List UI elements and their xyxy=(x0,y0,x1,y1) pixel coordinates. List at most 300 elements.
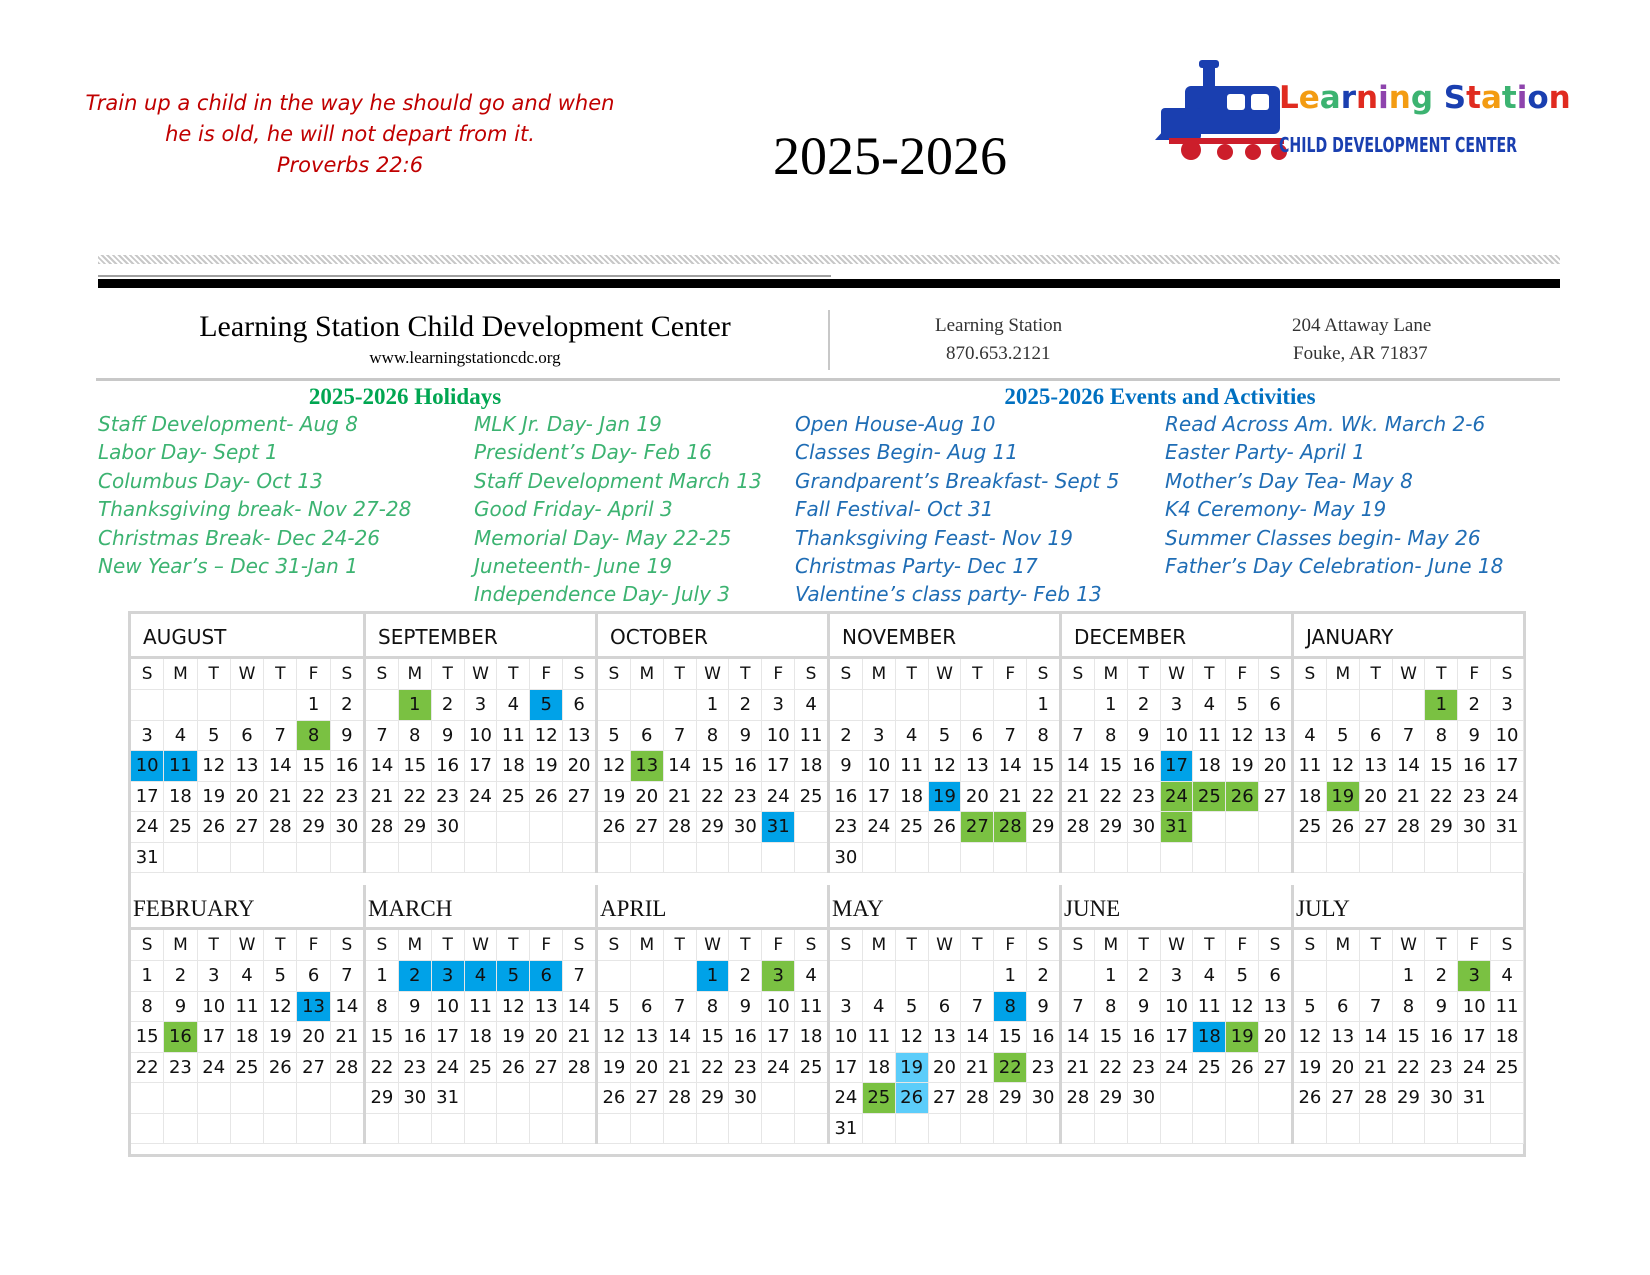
empty-day-cell xyxy=(1027,843,1060,873)
day-cell: 11 xyxy=(795,721,828,752)
day-cell: 31 xyxy=(1491,812,1524,843)
month-name: MARCH xyxy=(366,885,596,930)
day-cell: 24 xyxy=(465,782,498,813)
day-cell: 25 xyxy=(1294,812,1327,843)
holiday-item: Staff Development- Aug 8 xyxy=(98,412,358,436)
day-cell: 22 xyxy=(1095,782,1128,813)
day-cell: 17 xyxy=(762,1022,795,1053)
empty-day-cell xyxy=(1161,1114,1194,1144)
day-cell: 5 xyxy=(929,721,962,752)
empty-day-cell xyxy=(1259,1083,1292,1114)
day-cell: 7 xyxy=(961,992,994,1023)
day-cell: 4 xyxy=(164,721,197,752)
weekday-header: T xyxy=(198,659,231,690)
day-cell: 19 xyxy=(1226,751,1259,782)
day-cell: 24 xyxy=(1458,1053,1491,1084)
day-cell: 11 xyxy=(795,992,828,1023)
empty-day-cell xyxy=(729,1114,762,1144)
empty-day-cell xyxy=(1458,843,1491,873)
day-cell: 29 xyxy=(1027,812,1060,843)
day-cell: 6 xyxy=(1327,992,1360,1023)
weekday-header: T xyxy=(896,930,929,961)
day-cell: 16 xyxy=(729,751,762,782)
day-cell: 13 xyxy=(631,751,664,782)
day-cell: 26 xyxy=(1226,782,1259,813)
weekday-header: F xyxy=(1458,930,1491,961)
empty-day-cell xyxy=(198,1083,231,1114)
day-cell: 28 xyxy=(994,812,1027,843)
day-cell: 21 xyxy=(961,1053,994,1084)
weekday-header: M xyxy=(1095,659,1128,690)
empty-day-cell xyxy=(1294,961,1327,992)
day-cell: 3 xyxy=(1458,961,1491,992)
event-item: Fall Festival- Oct 31 xyxy=(795,497,994,522)
weekday-header: W xyxy=(1161,930,1194,961)
day-cell: 4 xyxy=(1193,690,1226,721)
day-cell: 18 xyxy=(231,1022,264,1053)
day-cell: 7 xyxy=(366,721,399,752)
holiday-item: Christmas Break- Dec 24-26 xyxy=(98,525,381,550)
divider-line xyxy=(98,275,831,277)
day-cell: 21 xyxy=(264,782,297,813)
weekday-header: T xyxy=(1193,659,1226,690)
day-cell: 8 xyxy=(1393,992,1426,1023)
day-cell: 25 xyxy=(863,1083,896,1114)
day-cell: 22 xyxy=(131,1053,164,1084)
day-cell: 6 xyxy=(563,690,596,721)
year-calendar xyxy=(128,611,1526,1157)
empty-day-cell xyxy=(994,690,1027,721)
empty-day-cell xyxy=(664,843,697,873)
empty-day-cell xyxy=(264,690,297,721)
day-cell: 23 xyxy=(830,812,863,843)
month-may xyxy=(827,885,1060,1144)
empty-day-cell xyxy=(131,1114,164,1144)
empty-day-cell xyxy=(1294,843,1327,873)
empty-day-cell xyxy=(631,843,664,873)
month-grid xyxy=(598,659,828,873)
day-cell: 20 xyxy=(631,782,664,813)
day-cell: 25 xyxy=(1491,1053,1524,1084)
website-link[interactable]: www.learningstationcdc.org xyxy=(369,348,561,367)
day-cell: 31 xyxy=(131,843,164,873)
day-cell: 26 xyxy=(1327,812,1360,843)
day-cell: 30 xyxy=(1458,812,1491,843)
day-cell: 30 xyxy=(830,843,863,873)
day-cell: 27 xyxy=(1259,782,1292,813)
weekday-header: M xyxy=(1327,659,1360,690)
day-cell: 10 xyxy=(198,992,231,1023)
month-september xyxy=(363,614,596,873)
empty-day-cell xyxy=(1062,690,1095,721)
day-cell: 18 xyxy=(1193,751,1226,782)
weekday-header: S xyxy=(131,930,164,961)
day-cell: 16 xyxy=(164,1022,197,1053)
month-january xyxy=(1291,614,1524,873)
day-cell: 20 xyxy=(1360,782,1393,813)
day-cell: 11 xyxy=(1193,721,1226,752)
empty-day-cell xyxy=(530,1083,563,1114)
weekday-header: S xyxy=(1259,659,1292,690)
logo-title: Learning Station xyxy=(1279,80,1571,116)
day-cell: 21 xyxy=(664,782,697,813)
weekday-header: T xyxy=(961,930,994,961)
empty-day-cell xyxy=(1226,1114,1259,1144)
empty-day-cell xyxy=(131,1083,164,1114)
weekday-header: W xyxy=(1393,930,1426,961)
day-cell: 16 xyxy=(1027,1022,1060,1053)
weekday-header: S xyxy=(1491,659,1524,690)
day-cell: 5 xyxy=(530,690,563,721)
day-cell: 9 xyxy=(830,751,863,782)
empty-day-cell xyxy=(465,812,498,843)
contact-name: Learning Station xyxy=(935,315,1063,336)
day-cell: 1 xyxy=(1095,690,1128,721)
empty-day-cell xyxy=(697,1114,730,1144)
day-cell: 10 xyxy=(762,721,795,752)
day-cell: 20 xyxy=(1327,1053,1360,1084)
empty-day-cell xyxy=(929,690,962,721)
weekday-header: S xyxy=(598,930,631,961)
day-cell: 23 xyxy=(729,1053,762,1084)
day-cell: 27 xyxy=(530,1053,563,1084)
empty-day-cell xyxy=(530,812,563,843)
month-name: NOVEMBER xyxy=(830,614,1060,659)
weekday-header: T xyxy=(729,930,762,961)
weekday-header: T xyxy=(896,659,929,690)
month-name: JULY xyxy=(1294,885,1524,930)
empty-day-cell xyxy=(1095,843,1128,873)
day-cell: 3 xyxy=(198,961,231,992)
day-cell: 1 xyxy=(366,961,399,992)
empty-day-cell xyxy=(497,1114,530,1144)
day-cell: 4 xyxy=(1491,961,1524,992)
day-cell: 23 xyxy=(399,1053,432,1084)
weekday-header: W xyxy=(929,930,962,961)
day-cell: 6 xyxy=(631,992,664,1023)
day-cell: 25 xyxy=(164,812,197,843)
weekday-header: F xyxy=(762,659,795,690)
day-cell: 24 xyxy=(1161,782,1194,813)
day-cell: 18 xyxy=(795,1022,828,1053)
day-cell: 21 xyxy=(1360,1053,1393,1084)
empty-day-cell xyxy=(399,1114,432,1144)
empty-day-cell xyxy=(795,1083,828,1114)
weekday-header: T xyxy=(432,930,465,961)
day-cell: 31 xyxy=(1161,812,1194,843)
day-cell: 1 xyxy=(399,690,432,721)
event-item: Summer Classes begin- May 26 xyxy=(1165,525,1481,550)
empty-day-cell xyxy=(366,843,399,873)
day-cell: 13 xyxy=(297,992,330,1023)
weekday-header: S xyxy=(1294,930,1327,961)
day-cell: 29 xyxy=(1393,1083,1426,1114)
weekday-header: T xyxy=(1193,930,1226,961)
day-cell: 22 xyxy=(399,782,432,813)
empty-day-cell xyxy=(631,1114,664,1144)
event-item: Mother’s Day Tea- May 8 xyxy=(1165,468,1413,493)
empty-day-cell xyxy=(1128,843,1161,873)
empty-day-cell xyxy=(994,1114,1027,1144)
day-cell: 1 xyxy=(994,961,1027,992)
day-cell: 28 xyxy=(664,812,697,843)
divider-bar xyxy=(98,279,1560,288)
day-cell: 8 xyxy=(697,721,730,752)
weekday-header: T xyxy=(432,659,465,690)
month-grid xyxy=(1062,659,1292,873)
day-cell: 17 xyxy=(762,751,795,782)
weekday-header: F xyxy=(994,659,1027,690)
month-october xyxy=(595,614,828,873)
day-cell: 5 xyxy=(1226,690,1259,721)
day-cell: 30 xyxy=(1425,1083,1458,1114)
learning-station-logo xyxy=(1155,56,1571,172)
day-cell: 15 xyxy=(697,751,730,782)
day-cell: 5 xyxy=(497,961,530,992)
holidays-list-right xyxy=(474,410,762,609)
empty-day-cell xyxy=(331,1083,364,1114)
day-cell: 14 xyxy=(1393,751,1426,782)
empty-day-cell xyxy=(264,843,297,873)
day-cell: 2 xyxy=(729,690,762,721)
month-name: MAY xyxy=(830,885,1060,930)
day-cell: 21 xyxy=(563,1022,596,1053)
day-cell: 23 xyxy=(1425,1053,1458,1084)
day-cell: 7 xyxy=(1062,721,1095,752)
day-cell: 13 xyxy=(1259,992,1292,1023)
empty-day-cell xyxy=(1491,1083,1524,1114)
day-cell: 15 xyxy=(1393,1022,1426,1053)
day-cell: 1 xyxy=(1095,961,1128,992)
day-cell: 4 xyxy=(863,992,896,1023)
day-cell: 19 xyxy=(198,782,231,813)
weekday-header: T xyxy=(497,930,530,961)
event-item: Open House-Aug 10 xyxy=(795,412,996,436)
day-cell: 26 xyxy=(264,1053,297,1084)
weekday-header: T xyxy=(961,659,994,690)
weekday-header: T xyxy=(1360,930,1393,961)
empty-day-cell xyxy=(1193,1083,1226,1114)
day-cell: 13 xyxy=(631,1022,664,1053)
empty-day-cell xyxy=(1128,1114,1161,1144)
day-cell: 8 xyxy=(1095,721,1128,752)
day-cell: 25 xyxy=(795,1053,828,1084)
day-cell: 13 xyxy=(231,751,264,782)
day-cell: 12 xyxy=(530,721,563,752)
empty-day-cell xyxy=(231,843,264,873)
day-cell: 8 xyxy=(1095,992,1128,1023)
day-cell: 13 xyxy=(929,1022,962,1053)
address-city: Fouke, AR 71837 xyxy=(1293,343,1428,364)
day-cell: 16 xyxy=(432,751,465,782)
day-cell: 30 xyxy=(1128,1083,1161,1114)
day-cell: 4 xyxy=(795,690,828,721)
empty-day-cell xyxy=(1161,1083,1194,1114)
day-cell: 27 xyxy=(929,1083,962,1114)
empty-day-cell xyxy=(1027,1114,1060,1144)
event-item: Read Across Am. Wk. March 2-6 xyxy=(1165,412,1486,436)
day-cell: 14 xyxy=(1062,751,1095,782)
day-cell: 24 xyxy=(1491,782,1524,813)
vertical-divider xyxy=(828,310,830,370)
weekday-header: S xyxy=(1062,930,1095,961)
weekday-header: T xyxy=(497,659,530,690)
day-cell: 9 xyxy=(1425,992,1458,1023)
day-cell: 14 xyxy=(961,1022,994,1053)
empty-day-cell xyxy=(1062,1114,1095,1144)
empty-day-cell xyxy=(762,1114,795,1144)
event-item: Christmas Party- Dec 17 xyxy=(795,554,1038,579)
decorative-divider xyxy=(98,255,1560,264)
day-cell: 14 xyxy=(366,751,399,782)
day-cell: 13 xyxy=(961,751,994,782)
school-year-title: 2025-2026 xyxy=(773,126,1007,186)
event-item: Easter Party- April 1 xyxy=(1165,440,1365,465)
holiday-item: Juneteenth- June 19 xyxy=(474,554,673,579)
day-cell: 29 xyxy=(399,812,432,843)
weekday-header: F xyxy=(297,659,330,690)
empty-day-cell xyxy=(366,1114,399,1144)
weekday-header: W xyxy=(231,659,264,690)
empty-day-cell xyxy=(631,690,664,721)
empty-day-cell xyxy=(164,1114,197,1144)
day-cell: 26 xyxy=(530,782,563,813)
day-cell: 16 xyxy=(1128,1022,1161,1053)
day-cell: 4 xyxy=(795,961,828,992)
day-cell: 10 xyxy=(1491,721,1524,752)
empty-day-cell xyxy=(131,690,164,721)
empty-day-cell xyxy=(896,843,929,873)
weekday-header: S xyxy=(1027,659,1060,690)
day-cell: 2 xyxy=(164,961,197,992)
train-icon xyxy=(1155,56,1571,172)
day-cell: 17 xyxy=(432,1022,465,1053)
day-cell: 4 xyxy=(896,721,929,752)
day-cell: 23 xyxy=(729,782,762,813)
day-cell: 19 xyxy=(598,1053,631,1084)
day-cell: 17 xyxy=(1161,751,1194,782)
day-cell: 21 xyxy=(1062,782,1095,813)
empty-day-cell xyxy=(1425,1114,1458,1144)
month-june xyxy=(1059,885,1292,1144)
day-cell: 23 xyxy=(1027,1053,1060,1084)
day-cell: 27 xyxy=(1360,812,1393,843)
day-cell: 1 xyxy=(297,690,330,721)
day-cell: 1 xyxy=(1027,690,1060,721)
empty-day-cell xyxy=(1193,1114,1226,1144)
empty-day-cell xyxy=(598,843,631,873)
day-cell: 5 xyxy=(1226,961,1259,992)
empty-day-cell xyxy=(1360,961,1393,992)
day-cell: 7 xyxy=(1062,992,1095,1023)
empty-day-cell xyxy=(1393,690,1426,721)
weekday-header: T xyxy=(664,930,697,961)
day-cell: 15 xyxy=(994,1022,1027,1053)
empty-day-cell xyxy=(1193,812,1226,843)
empty-day-cell xyxy=(563,1083,596,1114)
day-cell: 12 xyxy=(1294,1022,1327,1053)
day-cell: 16 xyxy=(331,751,364,782)
day-cell: 20 xyxy=(929,1053,962,1084)
day-cell: 18 xyxy=(1193,1022,1226,1053)
day-cell: 13 xyxy=(530,992,563,1023)
empty-day-cell xyxy=(563,812,596,843)
day-cell: 1 xyxy=(131,961,164,992)
empty-day-cell xyxy=(164,690,197,721)
weekday-header: S xyxy=(795,659,828,690)
day-cell: 19 xyxy=(530,751,563,782)
weekday-header: W xyxy=(1161,659,1194,690)
empty-day-cell xyxy=(961,690,994,721)
month-grid xyxy=(131,659,364,873)
weekday-header: T xyxy=(264,930,297,961)
day-cell: 26 xyxy=(598,1083,631,1114)
day-cell: 19 xyxy=(598,782,631,813)
day-cell: 9 xyxy=(1027,992,1060,1023)
weekday-header: S xyxy=(563,930,596,961)
month-name: SEPTEMBER xyxy=(366,614,596,659)
day-cell: 29 xyxy=(1095,1083,1128,1114)
weekday-header: F xyxy=(1458,659,1491,690)
empty-day-cell xyxy=(1161,843,1194,873)
day-cell: 20 xyxy=(1259,1022,1292,1053)
day-cell: 18 xyxy=(1294,782,1327,813)
event-item: Father’s Day Celebration- June 18 xyxy=(1165,554,1504,579)
empty-day-cell xyxy=(1491,1114,1524,1144)
day-cell: 2 xyxy=(432,690,465,721)
month-grid xyxy=(366,659,596,873)
day-cell: 20 xyxy=(961,782,994,813)
day-cell: 5 xyxy=(598,992,631,1023)
day-cell: 29 xyxy=(1425,812,1458,843)
day-cell: 29 xyxy=(297,812,330,843)
day-cell: 25 xyxy=(1193,782,1226,813)
day-cell: 18 xyxy=(863,1053,896,1084)
day-cell: 23 xyxy=(1128,1053,1161,1084)
day-cell: 4 xyxy=(231,961,264,992)
empty-day-cell xyxy=(465,843,498,873)
day-cell: 9 xyxy=(164,992,197,1023)
day-cell: 2 xyxy=(1128,961,1161,992)
day-cell: 20 xyxy=(231,782,264,813)
day-cell: 15 xyxy=(1425,751,1458,782)
day-cell: 9 xyxy=(331,721,364,752)
day-cell: 3 xyxy=(762,961,795,992)
holiday-item: Labor Day- Sept 1 xyxy=(98,440,278,465)
month-april xyxy=(595,885,828,1144)
day-cell: 23 xyxy=(1458,782,1491,813)
empty-day-cell xyxy=(198,1114,231,1144)
empty-day-cell xyxy=(863,961,896,992)
empty-day-cell xyxy=(598,961,631,992)
day-cell: 6 xyxy=(1259,690,1292,721)
center-name: Learning Station Child Development Center xyxy=(199,310,731,343)
weekday-header: S xyxy=(563,659,596,690)
empty-day-cell xyxy=(164,1083,197,1114)
empty-day-cell xyxy=(497,1083,530,1114)
day-cell: 8 xyxy=(1425,721,1458,752)
day-cell: 10 xyxy=(432,992,465,1023)
weekday-header: T xyxy=(1425,930,1458,961)
day-cell: 20 xyxy=(297,1022,330,1053)
day-cell: 12 xyxy=(598,751,631,782)
day-cell: 14 xyxy=(1062,1022,1095,1053)
day-cell: 26 xyxy=(497,1053,530,1084)
empty-day-cell xyxy=(1294,1114,1327,1144)
day-cell: 17 xyxy=(1161,1022,1194,1053)
weekday-header: S xyxy=(1294,659,1327,690)
day-cell: 30 xyxy=(729,1083,762,1114)
